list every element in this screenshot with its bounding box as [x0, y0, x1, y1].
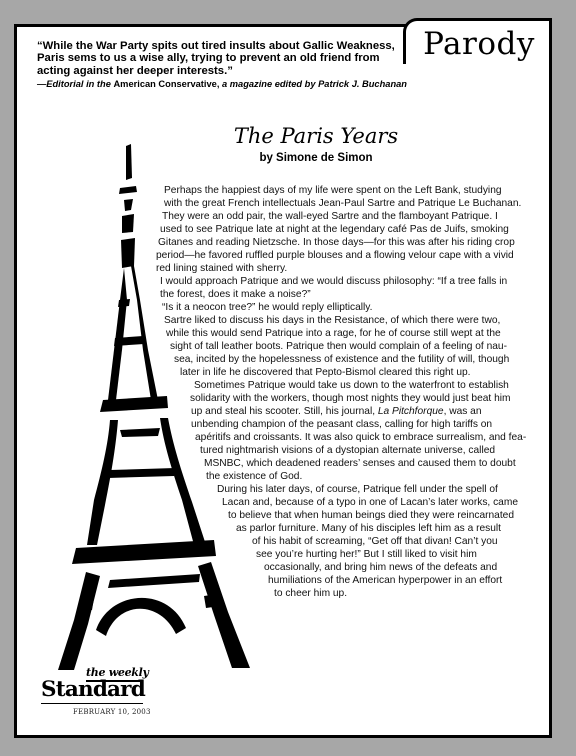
body-line: while this would send Patrique into a rage, for he of course still wept at the — [166, 328, 501, 339]
body-line: of his habit of screaming, “Get off that divan! Can’t you — [252, 536, 498, 547]
body-line: the forest, does it make a noise?” — [160, 289, 311, 300]
body-line: the existence of God. — [206, 471, 303, 482]
body-line: as parlor furniture. Many of his disciples left him as a result — [236, 523, 501, 534]
masthead-the-weekly: the weekly — [86, 666, 149, 679]
body-line: sight of tall leather boots. Patrique then would complain of a feeling of nau- — [170, 341, 507, 352]
issue-date: FEBRUARY 10, 2003 — [73, 708, 151, 716]
body-line: see you’re hurting her!” But I still liked to visit him — [256, 549, 477, 560]
body-line: Lacan and, because of a typo in one of Lacan’s later works, came — [222, 497, 518, 508]
body-line: used to see Patrique late at night at the legendary café Pas de Juifs, smoking — [160, 224, 509, 235]
body-line: Gitanes and reading Nietzsche. In those days—for this was after his riding crop — [158, 237, 515, 248]
masthead-logo: Standard — [41, 677, 145, 702]
body-line: humiliations of the American hyperpower in an effort — [268, 575, 503, 586]
section-tab-label: Parody — [423, 26, 535, 62]
body-line: I would approach Patrique and we would discuss philosophy: “If a tree falls in — [160, 276, 508, 287]
epigraph-attribution — [37, 79, 437, 89]
attribution-suffix: a magazine edited by Patrick J. Buchanan — [222, 79, 407, 89]
body-line: They were an odd pair, the wall-eyed Sartre and the flamboyant Patrique. I — [162, 211, 498, 222]
body-line: Sartre liked to discuss his days in the Resistance, of which there were two, — [164, 315, 501, 326]
masthead-underline — [41, 703, 143, 704]
body-line: with the great French intellectuals Jean-Paul Sartre and Patrique Le Buchanan. — [164, 198, 522, 209]
body-line: occasionally, and bring him news of the defeats and — [264, 562, 498, 573]
body-line: Perhaps the happiest days of my life were spent on the Left Bank, studying — [164, 185, 502, 196]
body-line: solidarity with the workers, though most nights they would just beat him — [190, 393, 511, 404]
body-line: up and steal his scooter. Still, his journal, La Pitchforque, was an — [191, 406, 482, 417]
body-line: apéritifs and croissants. It was also quick to embrace surrealism, and fea- — [195, 432, 527, 443]
body-line: to cheer him up. — [274, 588, 348, 599]
body-line: “Is it a neocon tree?” he would reply elliptically. — [162, 302, 373, 313]
article-byline: by Simone de Simon — [259, 152, 373, 164]
article-title: The Paris Years — [233, 124, 399, 148]
epigraph-quote: “While the War Party spits out tired insults about Gallic Weakness, Paris sems to us a wise ally, trying to prevent an old friend from acting against her deeper interests.” — [37, 40, 395, 77]
attribution-prefix: —Editorial in the — [37, 79, 111, 89]
body-line: During his later days, of course, Patrique fell under the spell of — [217, 484, 498, 495]
body-line: MSNBC, which deadened readers’ senses and caused them to doubt — [204, 458, 516, 469]
journal-name: La Pitchforque — [377, 406, 444, 417]
body-line: sea, incited by the hopelessness of existence and the futility of will, though — [174, 354, 510, 365]
body-line: unbending champion of the peasant class, calling for high tariffs on — [191, 419, 493, 430]
body-line: period—he favored ruffled purple blouses and a flowing velour cape with a vivid — [156, 250, 514, 261]
body-line: to believe that when human beings died they were reincarnated — [228, 510, 515, 521]
body-line: red lining stained with sherry. — [156, 263, 288, 274]
attribution-publication: American Conservative, — [113, 79, 220, 89]
body-line: Sometimes Patrique would take us down to the waterfront to establish — [194, 380, 509, 391]
body-line: later in life he discovered that Pepto-Bismol cleared this right up. — [180, 367, 471, 378]
body-line: tured nightmarish visions of a dystopian alternate universe, called — [200, 445, 496, 456]
